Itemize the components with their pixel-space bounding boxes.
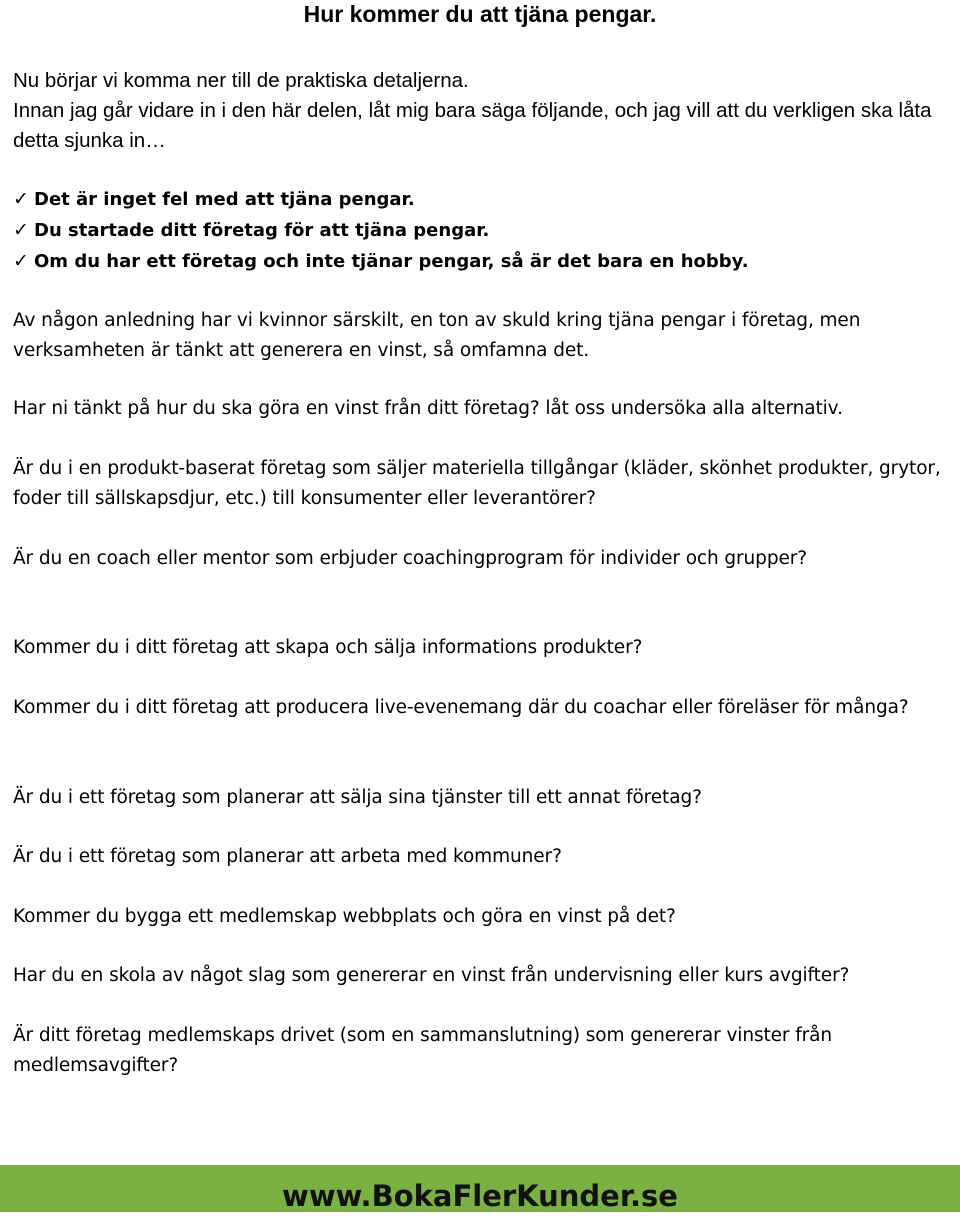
paragraph-question-intro: Har ni tänkt på hur du ska göra en vinst från ditt företag? låt oss undersöka alla alternativ.	[13, 398, 843, 419]
checkmark-icon: ✓	[13, 219, 29, 241]
paragraph-membership-site: Kommer du bygga ett medlemskap webbplats och göra en vinst på det?	[13, 906, 676, 927]
checklist-item-text: Du startade ditt företag för att tjäna pengar.	[34, 220, 490, 241]
paragraph-guilt: Av någon anledning har vi kvinnor särskilt, en ton av skuld kring tjäna pengar i företag, men verksamheten är tänkt att generera en vinst, så omfamna det.	[13, 310, 861, 361]
paragraph-coach: Är du en coach eller mentor som erbjuder coachingprogram för individer och grupper?	[13, 548, 807, 569]
paragraph-b2b: Är du i ett företag som planerar att sälja sina tjänster till ett annat företag?	[13, 787, 702, 808]
checkmark-icon: ✓	[13, 250, 29, 272]
page-title: Hur kommer du att tjäna pengar.	[303, 1, 657, 27]
footer-url-link[interactable]: www.BokaFlerKunder.se	[282, 1179, 678, 1213]
checklist-item-text: Det är inget fel med att tjäna pengar.	[34, 189, 415, 210]
paragraph-school: Har du en skola av något slag som genererar en vinst från undervisning eller kurs avgifter?	[13, 965, 850, 986]
checkmark-icon: ✓	[13, 188, 29, 210]
paragraph-membership-driven: Är ditt företag medlemskaps drivet (som en sammanslutning) som genererar vinster från medlemsavgifter?	[13, 1025, 832, 1076]
paragraph-municipalities: Är du i ett företag som planerar att arbeta med kommuner?	[13, 846, 562, 867]
checklist-item	[13, 215, 953, 246]
intro-text	[13, 66, 953, 156]
checklist-item	[13, 184, 953, 215]
paragraph-live-events: Kommer du i ditt företag att producera live-evenemang där du coachar eller föreläser för många?	[13, 697, 909, 718]
intro-line-1: Nu börjar vi komma ner till de praktiska detaljerna.	[13, 69, 469, 92]
checklist-item-text: Om du har ett företag och inte tjänar pengar, så är det bara en hobby.	[34, 251, 749, 272]
checklist	[13, 184, 953, 277]
checklist-item	[13, 246, 953, 277]
intro-line-2: Innan jag går vidare in i den här delen, låt mig bara säga följande, och jag vill att du verkligen ska låta detta sjunka in…	[13, 99, 932, 152]
paragraph-info-products: Kommer du i ditt företag att skapa och sälja informations produkter?	[13, 637, 643, 658]
paragraph-product-business: Är du i en produkt-baserat företag som säljer materiella tillgångar (kläder, skönhet produkter, grytor, foder till sällskapsdjur, etc.) till konsumenter eller leverantörer?	[13, 458, 941, 509]
